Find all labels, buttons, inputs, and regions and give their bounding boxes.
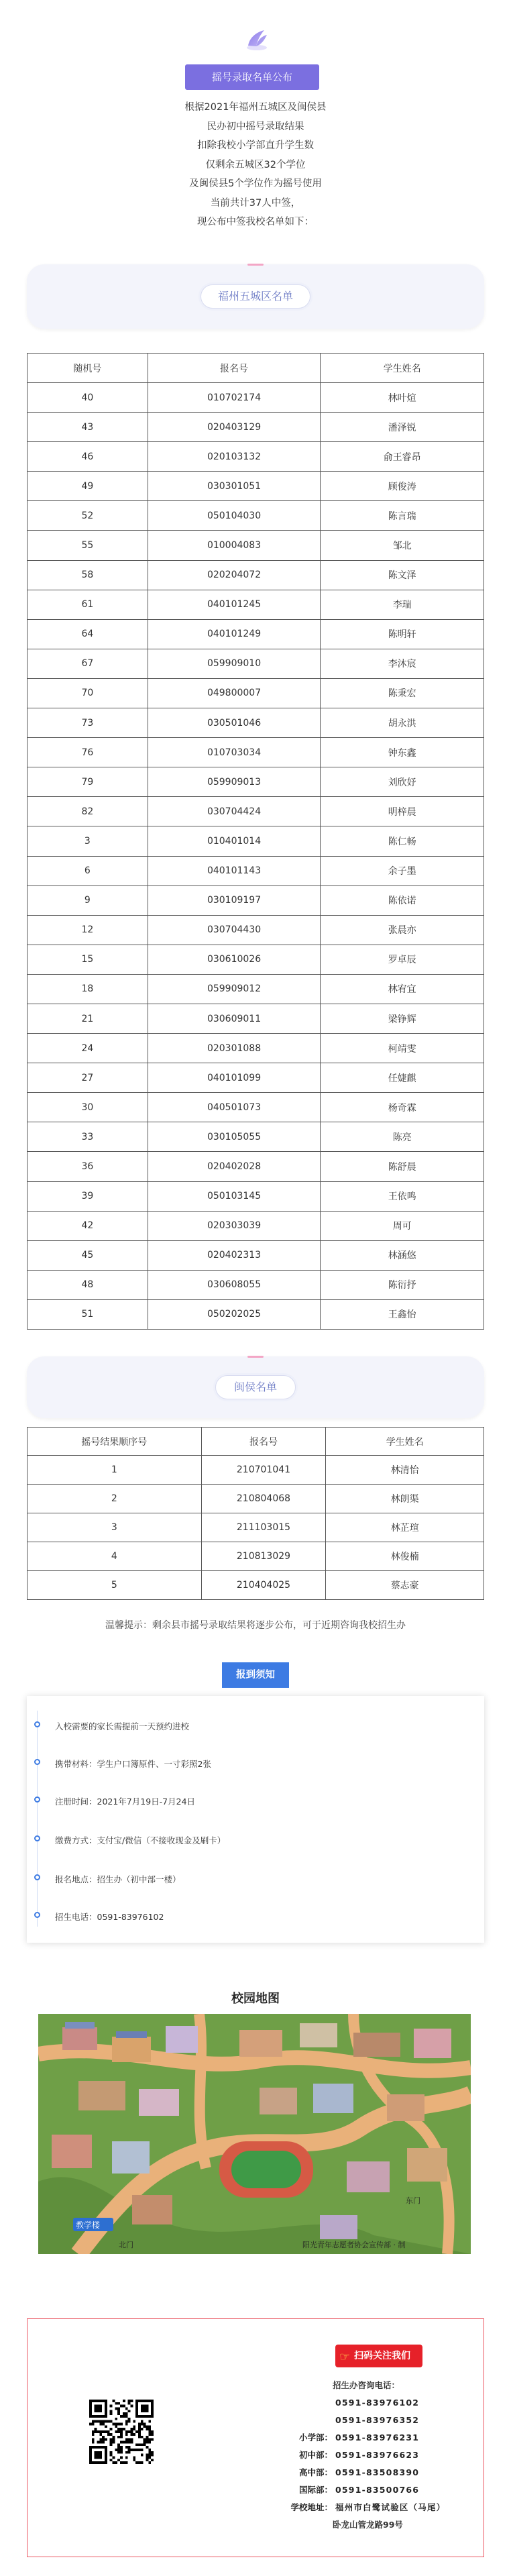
table-row <box>27 945 484 974</box>
timeline-dot-icon <box>34 1835 40 1841</box>
notice-button[interactable]: 报到须知 <box>222 1662 289 1688</box>
table-cell: 张晨亦 <box>321 915 484 945</box>
table-cell: 49 <box>27 472 148 501</box>
phone-label: 初中部： <box>298 2450 333 2460</box>
table-row <box>27 1270 484 1299</box>
table-row <box>27 472 484 501</box>
table-cell: 42 <box>27 1211 148 1240</box>
timeline-dot-icon <box>34 1759 40 1765</box>
table-cell: 030501046 <box>148 708 321 738</box>
table-cell: 1 <box>27 1456 202 1485</box>
table-row <box>27 1211 484 1240</box>
table-cell: 010004083 <box>148 531 321 560</box>
phone-label: 小学部： <box>298 2432 333 2443</box>
table-cell: 陈言瑞 <box>321 501 484 531</box>
table-cell: 王鑫怡 <box>321 1299 484 1329</box>
table-cell: 030704424 <box>148 797 321 826</box>
table-row <box>27 826 484 856</box>
notice-item: 缴费方式：支付宝/微信（不接收现金及刷卡） <box>55 1835 226 1845</box>
table-row <box>27 1004 484 1033</box>
intro-line: 根据2021年福州五城区及闽侯县 <box>184 102 327 113</box>
table-cell: 陈亮 <box>321 1122 484 1152</box>
map-credit: 阳光青年志愿者协会宣传部 · 制 <box>302 2241 406 2249</box>
table-cell: 48 <box>27 1270 148 1299</box>
table-cell: 余子墨 <box>321 856 484 885</box>
table-cell: 70 <box>27 678 148 708</box>
contact-box <box>27 2318 484 2557</box>
table-cell: 陈衍抒 <box>321 1270 484 1299</box>
table-header-row <box>27 354 484 383</box>
table-cell: 36 <box>27 1152 148 1181</box>
phone-value: 0591-83508390 <box>335 2467 420 2477</box>
table-cell: 79 <box>27 767 148 797</box>
notice-item: 注册时间：2021年7月19日-7月24日 <box>55 1796 196 1807</box>
notice-item: 入校需要的家长需提前一天预约进校 <box>55 1721 190 1731</box>
table-cell: 周可 <box>321 1211 484 1240</box>
phone-row <box>242 2447 470 2464</box>
follow-us-button[interactable]: ☞ 扫码关注我们 <box>335 2345 422 2367</box>
table-cell: 12 <box>27 915 148 945</box>
notice-box <box>27 1696 484 1943</box>
table-cell: 050104030 <box>148 501 321 531</box>
table-row <box>27 1240 484 1270</box>
intro-line: 扣除我校小学部直升学生数 <box>197 140 314 151</box>
table-cell: 李瑞 <box>321 590 484 619</box>
school-logo-icon <box>239 27 272 54</box>
phone-row <box>242 2429 470 2447</box>
table-cell: 040101143 <box>148 856 321 885</box>
table-cell: 020103132 <box>148 442 321 472</box>
table-cell: 73 <box>27 708 148 738</box>
table-cell: 4 <box>27 1542 202 1571</box>
table-cell: 030301051 <box>148 472 321 501</box>
table-cell: 胡永洪 <box>321 708 484 738</box>
map-label: 教学楼 <box>76 2220 101 2230</box>
table-row <box>27 531 484 560</box>
table-cell: 210404025 <box>201 1571 326 1600</box>
table-row <box>27 1181 484 1211</box>
intro-line: 民办初中摇号录取结果 <box>207 121 304 132</box>
table-cell: 020303039 <box>148 1211 321 1240</box>
table-cell: 33 <box>27 1122 148 1152</box>
table-cell: 柯靖雯 <box>321 1034 484 1063</box>
table-cell: 24 <box>27 1034 148 1063</box>
table-cell: 林芷瑄 <box>326 1513 484 1542</box>
table-row <box>27 1485 484 1513</box>
phone-label: 高中部： <box>298 2467 333 2477</box>
table-row <box>27 442 484 472</box>
table-row <box>27 885 484 915</box>
table-cell: 030609011 <box>148 1004 321 1033</box>
table-cell: 020403129 <box>148 413 321 442</box>
phone-value: 0591-83976352 <box>335 2415 420 2425</box>
table-row <box>27 590 484 619</box>
table-cell: 82 <box>27 797 148 826</box>
table-cell: 040101245 <box>148 590 321 619</box>
phone-heading: 招生办咨询电话： <box>333 2380 400 2390</box>
table-cell: 杨奇霖 <box>321 1093 484 1122</box>
intro-text <box>0 98 511 232</box>
table-cell: 18 <box>27 974 148 1004</box>
table-cell: 58 <box>27 560 148 590</box>
phone-label <box>242 2394 333 2412</box>
table-cell: 林涵悠 <box>321 1240 484 1270</box>
table-row <box>27 974 484 1004</box>
column-header: 随机号 <box>27 354 148 383</box>
table-cell: 21 <box>27 1004 148 1033</box>
phone-label <box>242 2412 333 2429</box>
table-cell: 64 <box>27 619 148 649</box>
table-row <box>27 1152 484 1181</box>
phone-value: 0591-83500766 <box>335 2485 420 2495</box>
table-cell: 46 <box>27 442 148 472</box>
table-cell: 2 <box>27 1485 202 1513</box>
table-cell: 邹北 <box>321 531 484 560</box>
table-cell: 040101099 <box>148 1063 321 1093</box>
table-cell: 15 <box>27 945 148 974</box>
table-cell: 61 <box>27 590 148 619</box>
table-cell: 林清怡 <box>326 1456 484 1485</box>
table-cell: 059909012 <box>148 974 321 1004</box>
table-cell: 040501073 <box>148 1093 321 1122</box>
table-cell: 9 <box>27 885 148 915</box>
map-label: 东门 <box>406 2196 420 2205</box>
phone-list <box>242 2377 470 2534</box>
table-cell: 76 <box>27 738 148 767</box>
table-cell: 050202025 <box>148 1299 321 1329</box>
table-cell: 050103145 <box>148 1181 321 1211</box>
table-row <box>27 383 484 413</box>
table-row <box>27 413 484 442</box>
table-cell: 52 <box>27 501 148 531</box>
table-cell: 010401014 <box>148 826 321 856</box>
table-cell: 任婕麒 <box>321 1063 484 1093</box>
table-cell: 010703034 <box>148 738 321 767</box>
table-cell: 030608055 <box>148 1270 321 1299</box>
table-cell: 陈仁畅 <box>321 826 484 856</box>
page-title: 摇号录取名单公布 <box>185 64 319 90</box>
timeline-dot-icon <box>34 1721 40 1727</box>
notice-item: 携带材料：学生户口簿原件、一寸彩照2张 <box>55 1759 211 1769</box>
table-cell: 51 <box>27 1299 148 1329</box>
table-cell: 030109197 <box>148 885 321 915</box>
intro-line: 及闽侯县5个学位作为摇号使用 <box>189 178 322 189</box>
section-chip: 闽侯名单 <box>215 1375 296 1399</box>
table-row <box>27 501 484 531</box>
wuchengqu-table <box>27 353 484 1330</box>
table-row <box>27 1122 484 1152</box>
table-cell: 明梓晨 <box>321 797 484 826</box>
campus-map-illustration <box>38 2014 471 2254</box>
column-header: 学生姓名 <box>326 1428 484 1456</box>
table-cell: 43 <box>27 413 148 442</box>
table-cell: 030704430 <box>148 915 321 945</box>
table-cell: 45 <box>27 1240 148 1270</box>
table-row <box>27 678 484 708</box>
table-cell: 陈秉宏 <box>321 678 484 708</box>
table-cell: 陈明轩 <box>321 619 484 649</box>
table-cell: 059909013 <box>148 767 321 797</box>
minhou-table <box>27 1427 484 1600</box>
column-header: 学生姓名 <box>321 354 484 383</box>
phone-row <box>242 2464 470 2481</box>
phone-row <box>242 2394 470 2412</box>
qr-code-icon[interactable] <box>89 2400 154 2464</box>
table-cell: 陈舒晨 <box>321 1152 484 1181</box>
table-cell: 210813029 <box>201 1542 326 1571</box>
table-cell: 潘泽锐 <box>321 413 484 442</box>
table-cell: 030610026 <box>148 945 321 974</box>
column-header: 报名号 <box>148 354 321 383</box>
map-label: 北门 <box>119 2241 133 2249</box>
phone-value: 福州市白鹭试验区（马尾） <box>335 2502 446 2512</box>
timeline-dot-icon <box>34 1796 40 1803</box>
table-cell: 210804068 <box>201 1485 326 1513</box>
table-cell: 顾俊涛 <box>321 472 484 501</box>
table-cell: 010702174 <box>148 383 321 413</box>
table-cell: 020402313 <box>148 1240 321 1270</box>
table-row <box>27 1063 484 1093</box>
table-cell: 林宥宜 <box>321 974 484 1004</box>
table-row <box>27 708 484 738</box>
table-row <box>27 1542 484 1571</box>
notice-item: 招生电话：0591-83976102 <box>55 1912 164 1922</box>
phone-label: 学校地址： <box>290 2502 333 2512</box>
table-cell: 梁铮辉 <box>321 1004 484 1033</box>
table-row <box>27 856 484 885</box>
table-header-row <box>27 1428 484 1456</box>
section-wuchengqu-header <box>27 264 484 329</box>
table-row <box>27 619 484 649</box>
table-cell: 39 <box>27 1181 148 1211</box>
table-row <box>27 1571 484 1600</box>
timeline-dot-icon <box>34 1912 40 1918</box>
table-cell: 罗卓辰 <box>321 945 484 974</box>
phone-row <box>242 2481 470 2499</box>
table-cell: 林俊楠 <box>326 1542 484 1571</box>
table-cell: 211103015 <box>201 1513 326 1542</box>
table-cell: 040101249 <box>148 619 321 649</box>
table-cell: 059909010 <box>148 649 321 678</box>
table-row <box>27 649 484 678</box>
phone-value: 0591-83976231 <box>335 2432 420 2443</box>
table-cell: 30 <box>27 1093 148 1122</box>
table-row <box>27 767 484 797</box>
notice-item: 报名地点：招生办（初中部一楼） <box>55 1874 181 1884</box>
table-cell: 王依鸣 <box>321 1181 484 1211</box>
table-cell: 55 <box>27 531 148 560</box>
table-cell: 27 <box>27 1063 148 1093</box>
table-cell: 林朗渠 <box>326 1485 484 1513</box>
column-header: 摇号结果顺序号 <box>27 1428 202 1456</box>
table-row <box>27 1456 484 1485</box>
table-row <box>27 1034 484 1063</box>
table-cell: 陈依诺 <box>321 885 484 915</box>
table-cell: 67 <box>27 649 148 678</box>
table-cell: 049800007 <box>148 678 321 708</box>
table-cell: 3 <box>27 826 148 856</box>
table-cell: 蔡志豪 <box>326 1571 484 1600</box>
table-cell: 钟东鑫 <box>321 738 484 767</box>
table-row <box>27 1093 484 1122</box>
phone-row <box>242 2499 470 2516</box>
campus-map <box>38 2014 471 2254</box>
intro-line: 当前共计37人中签， <box>210 197 301 209</box>
tip-text: 温馨提示：剩余县市摇号录取结果将逐步公布，可于近期咨询我校招生办 <box>105 1620 406 1631</box>
table-cell: 020204072 <box>148 560 321 590</box>
table-row <box>27 915 484 945</box>
table-row <box>27 560 484 590</box>
table-cell: 020402028 <box>148 1152 321 1181</box>
table-cell: 刘欣妤 <box>321 767 484 797</box>
table-row <box>27 738 484 767</box>
intro-line: 现公布中签我校名单如下： <box>197 217 314 227</box>
table-cell: 020301088 <box>148 1034 321 1063</box>
table-cell: 030105055 <box>148 1122 321 1152</box>
phone-value: 0591-83976102 <box>335 2398 420 2408</box>
table-row <box>27 1299 484 1329</box>
table-row <box>27 797 484 826</box>
table-cell: 李沐宸 <box>321 649 484 678</box>
pointing-person-icon: ☞ <box>339 2350 351 2364</box>
column-header: 报名号 <box>201 1428 326 1456</box>
map-title: 校园地图 <box>231 1992 280 2006</box>
table-row <box>27 1513 484 1542</box>
table-cell: 6 <box>27 856 148 885</box>
intro-line: 仅剩余五城区32个学位 <box>205 159 306 170</box>
phone-value: 0591-83976623 <box>335 2450 420 2460</box>
phone-label: 国际部： <box>298 2485 333 2495</box>
address-line: 卧龙山管龙路99号 <box>333 2520 403 2530</box>
section-minhou-header <box>27 1356 484 1418</box>
table-cell: 3 <box>27 1513 202 1542</box>
phone-row <box>242 2412 470 2429</box>
table-cell: 5 <box>27 1571 202 1600</box>
table-cell: 40 <box>27 383 148 413</box>
table-cell: 俞王睿昂 <box>321 442 484 472</box>
timeline-dot-icon <box>34 1874 40 1880</box>
table-cell: 210701041 <box>201 1456 326 1485</box>
table-cell: 陈文泽 <box>321 560 484 590</box>
section-chip: 福州五城区名单 <box>201 284 310 309</box>
table-cell: 林叶煊 <box>321 383 484 413</box>
